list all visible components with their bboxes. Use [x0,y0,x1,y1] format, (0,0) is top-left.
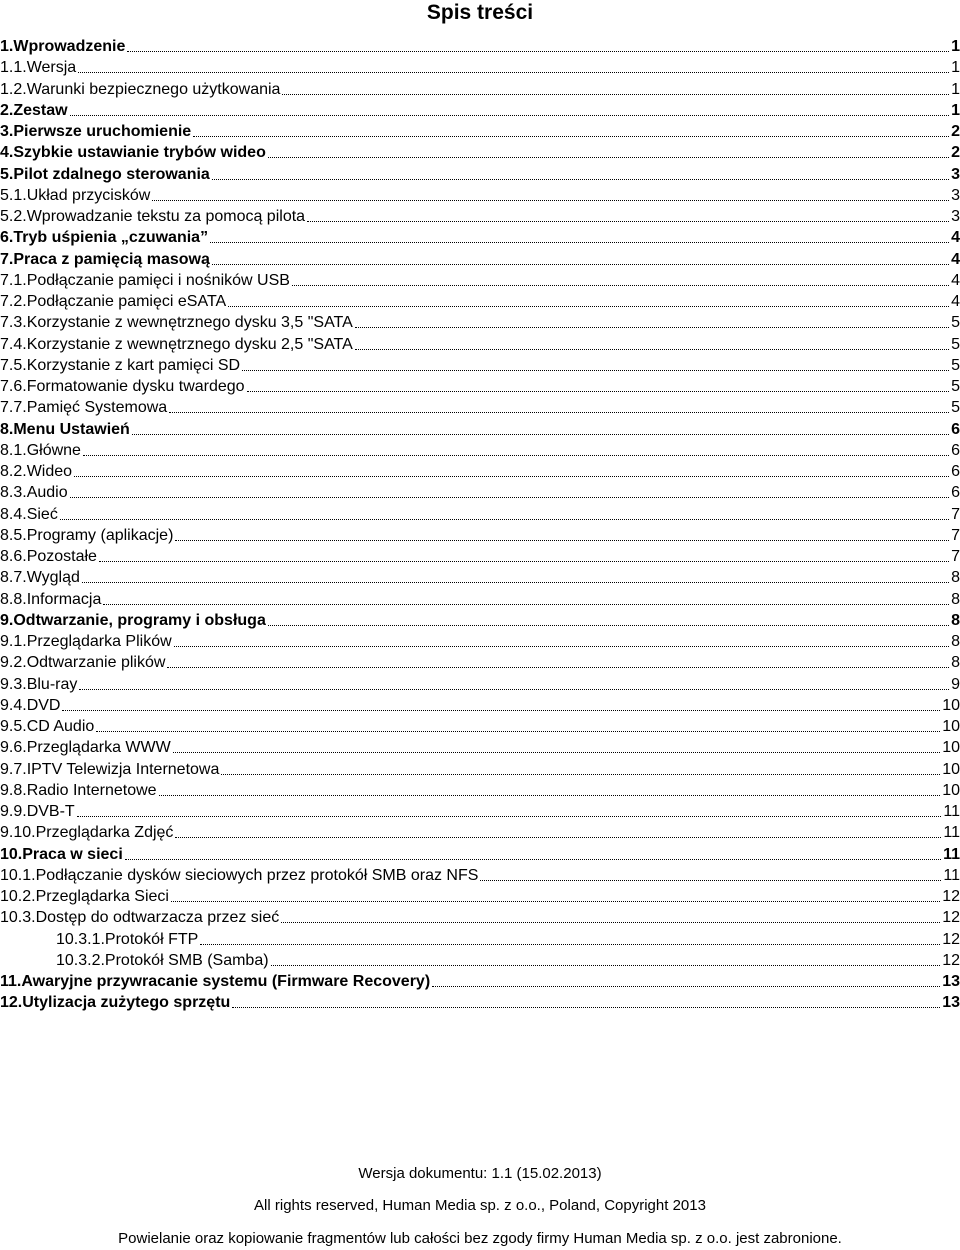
toc-entry-page-number: 3 [951,186,960,204]
toc-dot-leader [307,200,949,222]
toc-dot-leader [200,923,940,945]
toc-entry-label: 7.7.Pamięć Systemowa [0,399,168,417]
toc-entry-label: 5.Pilot zdalnego sterowania [0,165,210,183]
toc-entry-page-number: 10 [942,760,960,778]
toc-entry-page-number: 12 [942,951,960,969]
toc-entry-label: 1.2.Warunki bezpiecznego użytkowania [0,80,281,98]
copyright-notice: All rights reserved, Human Media sp. z o.o., Poland, Copyright 2013 [254,1197,706,1214]
toc-entry-label: 7.6.Formatowanie dysku twardego [0,378,245,395]
toc-dot-leader [132,413,949,435]
toc-entry-page-number: 6 [951,441,960,459]
toc-entry-label: 9.2.Odtwarzanie plików [0,654,166,672]
toc-entry-page-number: 1 [951,38,960,55]
toc-dot-leader [174,625,949,647]
toc-entry-label: 7.Praca z pamięcią masową [0,250,210,268]
toc-entry[interactable] [0,992,960,1013]
toc-entry-label: 1.1.Wersja [0,59,77,77]
toc-entry-label: 6.Tryb uśpienia „czuwania” [0,229,209,247]
toc-entry-page-number: 10 [942,718,960,735]
toc-entry-label: 9.6.Przeglądarka WWW [0,739,171,757]
toc-dot-leader [159,774,941,796]
toc-dot-leader [268,604,949,626]
toc-entry-page-number: 10 [942,739,960,757]
toc-entry-label: 10.1.Podłączanie dysków sieciowych przez protokół SMB oraz NFS [0,866,479,884]
toc-entry-label: 9.Odtwarzanie, programy i obsługa [0,611,266,629]
toc-entry-label: 7.4.Korzystanie z wewnętrznego dysku 2,5 "SATA [0,335,353,353]
toc-entry-page-number: 4 [951,229,960,247]
toc-entry-label: 10.3.1.Protokół FTP [56,930,199,948]
toc-dot-leader [355,328,949,350]
toc-dot-leader [432,965,940,987]
document-version: Wersja dokumentu: 1.1 (15.02.2013) [358,1165,602,1182]
toc-entry-label: 7.2.Podłączanie pamięci eSATA [0,293,227,310]
toc-entry-page-number: 1 [951,59,960,77]
toc-dot-leader [210,221,949,243]
toc-entry-page-number: 1 [951,80,960,98]
toc-entry-label: 1.Wprowadzenie [0,38,126,55]
toc-entry-page-number: 6 [951,463,960,480]
toc-dot-leader [242,349,949,371]
toc-entry-label: 9.5.CD Audio [0,718,95,735]
toc-entry-page-number: 2 [951,123,960,140]
toc-dot-leader [268,136,949,158]
toc-entry-label: 10.2.Przeglądarka Sieci [0,888,169,905]
toc-entry-page-number: 10 [942,696,960,714]
toc-entry-page-number: 5 [951,356,960,374]
toc-entry-label: 9.1.Przeglądarka Plików [0,633,172,650]
toc-entry-page-number: 12 [942,888,960,905]
toc-entry-label: 10.3.Dostęp do odtwarzacza przez sieć [0,909,280,927]
toc-entry-label: 10.3.2.Protokół SMB (Samba) [56,951,269,969]
toc-entry-label: 9.4.DVD [0,696,61,714]
toc-dot-leader [167,646,949,668]
toc-dot-leader [480,859,941,881]
toc-entry-page-number: 5 [951,335,960,353]
toc-dot-leader [70,476,949,498]
toc-entry-label: 8.6.Pozostałe [0,548,97,565]
toc-entry-page-number: 8 [951,654,960,672]
toc-entry-label: 9.10.Przeglądarka Zdjęć [0,824,174,842]
toc-dot-leader [355,306,949,328]
page-title: Spis treści [426,1,534,24]
toc-entry-page-number: 7 [951,505,960,523]
toc-dot-leader [70,94,950,116]
toc-entry-page-number: 6 [951,484,960,502]
reproduction-notice: Powielanie oraz kopiowanie fragmentów lub całości bez zgody firmy Human Media sp. z o.o. jest zabronione. [118,1230,842,1247]
toc-dot-leader [281,901,940,923]
toc-dot-leader [127,30,949,52]
toc-entry-page-number: 8 [951,633,960,650]
toc-entry-label: 8.2.Wideo [0,463,73,480]
toc-entry-page-number: 12 [942,909,960,927]
toc-entry-page-number: 11 [943,845,960,863]
toc-dot-leader [232,986,940,1008]
toc-dot-leader [74,455,949,477]
toc-entry-label: 4.Szybkie ustawianie trybów wideo [0,144,266,162]
toc-dot-leader [60,498,949,520]
toc-entry-label: 5.2.Wprowadzanie tekstu za pomocą pilota [0,208,306,225]
toc-entry-page-number: 4 [951,250,960,268]
toc-entry-page-number: 3 [951,208,960,225]
toc-dot-leader [79,668,949,690]
toc-dot-leader [62,689,940,711]
toc-dot-leader [193,115,949,137]
toc-entry-page-number: 4 [951,271,960,289]
toc-entry-page-number: 4 [951,293,960,310]
toc-entry-page-number: 8 [951,590,960,608]
toc-entry-page-number: 10 [942,781,960,799]
toc-entry-label: 8.3.Audio [0,484,68,502]
toc-dot-leader [228,285,949,307]
toc-dot-leader [83,434,949,456]
toc-dot-leader [175,816,941,838]
toc-entry-page-number: 11 [943,866,960,884]
toc-dot-leader [82,561,949,583]
toc-entry-page-number: 8 [951,611,960,629]
toc-dot-leader [173,731,940,753]
toc-entry-page-number: 7 [951,548,960,565]
toc-entry-label: 8.1.Główne [0,441,81,459]
toc-dot-leader [221,753,940,775]
toc-entry-page-number: 12 [942,930,960,948]
toc-entry-page-number: 3 [951,165,960,183]
toc-entry-label: 3.Pierwsze uruchomienie [0,123,192,140]
toc-entry-label: 8.4.Sieć [0,505,58,523]
toc-dot-leader [171,880,940,902]
toc-entry-label: 7.5.Korzystanie z kart pamięci SD [0,356,241,374]
toc-entry-label: 2.Zestaw [0,101,68,119]
toc-entry-page-number: 5 [951,314,960,332]
toc-dot-leader [99,540,949,562]
toc-dot-leader [96,710,940,732]
toc-entry-page-number: 11 [943,803,960,820]
toc-entry-page-number: 13 [942,994,960,1012]
toc-entry-page-number: 9 [951,675,960,693]
toc-entry-label: 9.3.Blu-ray [0,675,78,693]
toc-entry-page-number: 5 [951,399,960,417]
toc-entry-label: 9.9.DVB-T [0,803,75,820]
toc-entry-page-number: 5 [951,378,960,395]
toc-entry-page-number: 8 [951,569,960,587]
toc-dot-leader [169,391,949,413]
toc-entry-label: 10.Praca w sieci [0,845,123,863]
toc-dot-leader [78,51,949,73]
toc-dot-leader [247,370,950,392]
toc-entry-label: 9.8.Radio Internetowe [0,781,157,799]
toc-entry-label: 11.Awaryjne przywracanie systemu (Firmware Recovery) [0,973,431,990]
toc-dot-leader [103,583,949,605]
toc-entry-page-number: 2 [951,144,960,162]
toc-dot-leader [292,264,949,286]
toc-entry-page-number: 11 [943,824,960,842]
toc-entry-label: 5.1.Układ przycisków [0,186,151,204]
toc-dot-leader [125,838,941,860]
toc-dot-leader [282,73,949,95]
toc-entry-label: 8.7.Wygląd [0,569,80,587]
toc-dot-leader [152,179,949,201]
toc-entry-label: 7.1.Podłączanie pamięci i nośników USB [0,271,290,289]
toc-dot-leader [77,795,942,817]
toc-entry-page-number: 1 [951,101,960,119]
toc-entry-label: 8.Menu Ustawień [0,420,130,438]
toc-entry-label: 8.5.Programy (aplikacje) [0,526,174,544]
toc-entry-page-number: 7 [951,526,960,544]
toc-entry-page-number: 6 [951,420,960,438]
toc-entry-page-number: 13 [942,973,960,990]
toc-dot-leader [175,519,949,541]
toc-entry-label: 12.Utylizacja zużytego sprzętu [0,994,231,1012]
toc-entry-label: 7.3.Korzystanie z wewnętrznego dysku 3,5 "SATA [0,314,353,332]
toc-entry-label: 9.7.IPTV Telewizja Internetowa [0,760,220,778]
toc-dot-leader [212,158,949,180]
toc-dot-leader [212,243,949,265]
toc-dot-leader [271,944,941,966]
toc-entry-label: 8.8.Informacja [0,590,102,608]
